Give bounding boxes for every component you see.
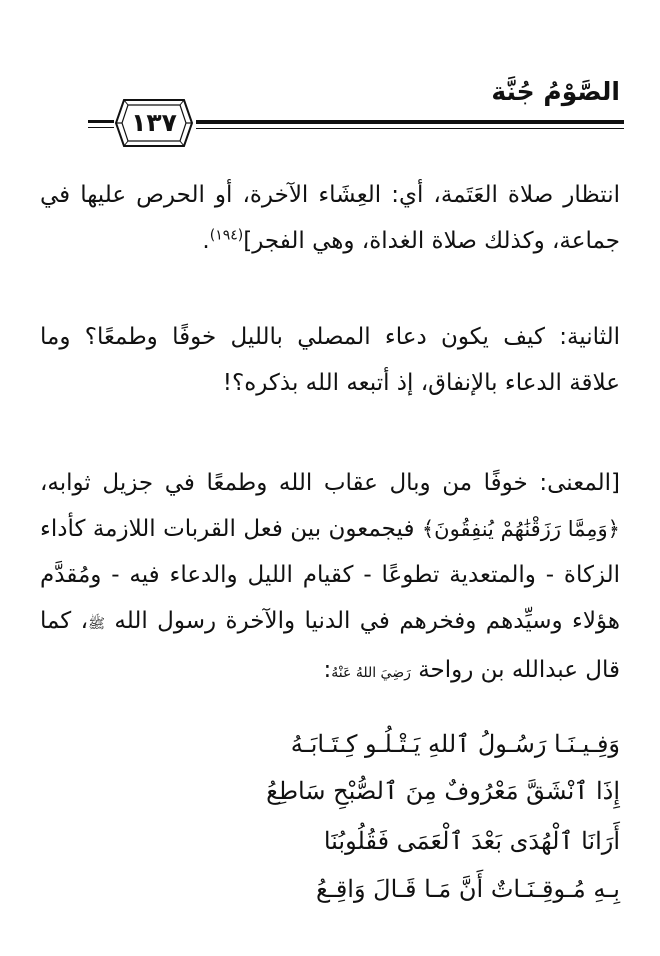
paragraph-3-text-a: [المعنى: خوفًا من وبال عقاب الله وطمعًا في جزيل ثوابه، (40, 470, 620, 496)
paragraph-3 (40, 460, 620, 696)
paragraph-1-end: . (202, 228, 210, 254)
paragraph-2 (40, 314, 620, 406)
poem-verse-4: بِـهِ مُـوقِـنَـاتٌ أَنَّ مَـا قَـالَ وَاقِـعُ (316, 875, 620, 903)
paragraph-1 (40, 172, 620, 264)
header-rule-left (88, 120, 114, 128)
honorific-prophet: ﷺ (88, 616, 106, 632)
paragraph-3-text-c: ، كما قال عبدالله بن رواحة (40, 608, 620, 683)
page-number-frame (114, 98, 194, 148)
running-title: الصَّوْمُ جُنَّة (491, 77, 620, 106)
paragraph-1-text: انتظار صلاة العَتَمة، أي: العِشَاء الآخرة، أو الحرص عليها في جماعة، وكذلك صلاة الغداة، وهي الفجر] (40, 182, 620, 254)
paragraph-2-text: الثانية: كيف يكون دعاء المصلي بالليل خوفًا وطمعًا؟ وما علاقة الدعاء بالإنفاق، إذ أتبعه الله بذكره؟! (40, 324, 620, 396)
header-rule-right (196, 120, 624, 129)
poem-verse-2: إِذَا ٱنْشَقَّ مَعْرُوفٌ مِنَ ٱلصُّبْحِ سَاطِعُ (266, 777, 620, 805)
honorific-companion: رَضِيَ اللهُ عَنْهُ (331, 665, 411, 681)
poem-verse-1: وَفِـيـنَـا رَسُـولُ ٱللهِ يَـتْـلُـو كِـتَـابَـهُ (290, 730, 620, 758)
paragraph-3-text-b: فيجمعون بين فعل القربات اللازمة كأداء الزكاة - والمتعدية تطوعًا - كقيام الليل والدعاء فيه - ومُقدَّم هؤلاء وسيِّدهم وفخرهم في الدنيا والآخرة رسول الله (40, 516, 620, 634)
poem-verse-3: أَرَانَا ٱلْهُدَى بَعْدَ ٱلْعَمَى فَقُلُوبُنَا (323, 827, 620, 855)
paragraph-3-text-d: : (323, 657, 332, 683)
quran-verse: ﴿وَمِمَّا رَزَقْنَٰهُمْ يُنفِقُونَ﴾ (421, 517, 620, 541)
footnote-marker: (١٩٤) (209, 227, 244, 244)
page-number: ١٣٧ (131, 108, 177, 137)
